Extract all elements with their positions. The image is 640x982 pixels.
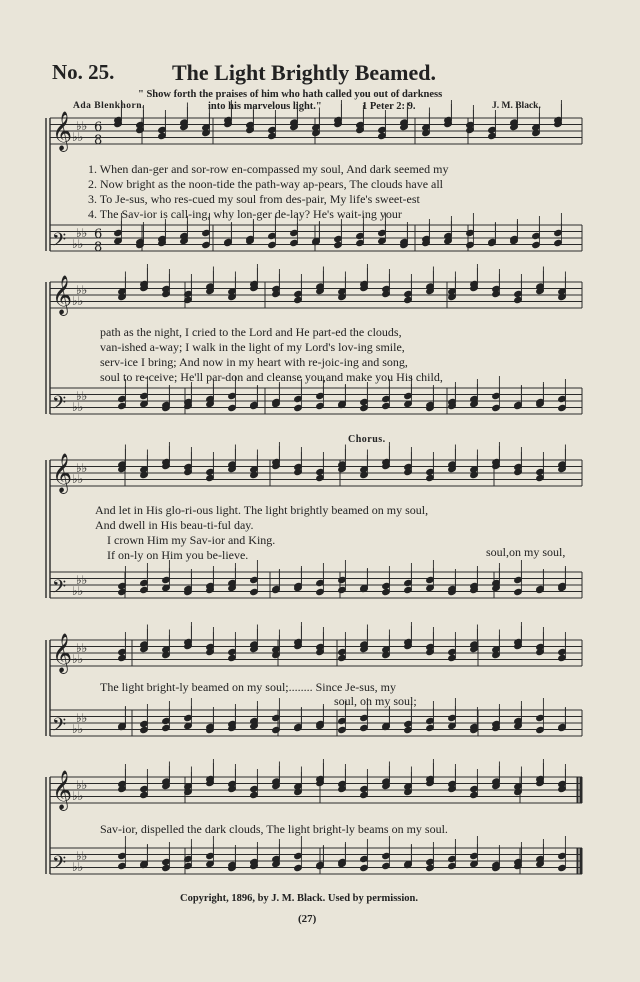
time-sig-icon: 8 [94,133,103,148]
composer-credit: J. M. Black. [492,101,541,111]
key-signature-icon: ♭♭ [72,472,84,486]
verse2-line-c: And dwell in His beau-ti-ful day. [95,518,254,532]
author-credit: Ada Blenkhorn. [73,101,145,111]
treble-clef-icon: 𝄞 [52,111,73,151]
key-signature-icon: ♭♭ [72,400,84,414]
verse1-line-a: 1. When dan-ger and sor-row en-compassed my soul, And dark seemed my [88,162,449,176]
key-signature-icon: ♭♭ [72,860,84,874]
key-signature-icon: ♭♭ [72,294,84,308]
bass-clef-icon: 𝄢 [52,853,67,878]
chorus-line-1: The light bright-ly beamed on my soul;........ Since Je-sus, my [100,680,396,694]
hymn-number: No. 25. [52,60,115,84]
time-sig-icon: 6 [94,227,103,242]
treble-clef-icon: 𝄞 [52,275,73,315]
key-signature-icon: ♭♭ [76,119,88,133]
verse3-line-b: serv-ice I bring; And now in my heart with re-joic-ing and song, [100,355,408,369]
key-signature-icon: ♭♭ [76,461,88,475]
chorus-label: Chorus. [348,434,386,445]
key-signature-icon: ♭♭ [72,652,84,666]
key-signature-icon: ♭♭ [76,641,88,655]
verse3-line-a: 3. To Je-sus, who res-cued my soul from des-pair, My life's sweet-est [88,192,420,206]
treble-clef-icon: 𝄞 [52,633,73,673]
key-signature-icon: ♭♭ [76,389,88,403]
bass-clef-icon: 𝄢 [52,577,67,602]
verse1-line-c: And let in His glo-ri-ous light. The light brightly beamed on my soul, [95,503,429,517]
treble-clef-icon: 𝄞 [52,453,73,493]
bass-clef-icon: 𝄢 [52,230,67,255]
epigraph-line-2: into his marvelous light." [208,101,322,112]
bass-part-text: soul,on my soul, [486,545,566,559]
treble-clef-icon: 𝄞 [52,770,73,810]
time-sig-icon: 8 [94,240,103,255]
key-signature-icon: ♭♭ [76,283,88,297]
bass-clef-icon: 𝄢 [52,393,67,418]
time-sig-icon: 6 [94,120,103,135]
chorus-line-2: Sav-ior, dispelled the dark clouds, The light bright-ly beams on my soul. [100,822,448,836]
epigraph-line-1: " Show forth the praises of him who hath called you out of darkness [138,89,443,100]
verse2-line-a: 2. Now bright as the noon-tide the path-way ap-pears, The clouds have all [88,177,444,191]
key-signature-icon: ♭♭ [72,789,84,803]
scripture-reference: 1 Peter 2: 9. [362,101,416,112]
key-signature-icon: ♭♭ [72,722,84,736]
key-signature-icon: ♭♭ [72,584,84,598]
key-signature-icon: ♭♭ [76,711,88,725]
key-signature-icon: ♭♭ [76,226,88,240]
key-signature-icon: ♭♭ [72,237,84,251]
copyright-notice: Copyright, 1896, by J. M. Black. Used by permission. [180,893,419,904]
verse4-line-b: soul to re-ceive; He'll par-don and cleanse you,and make you His child, [100,370,443,384]
key-signature-icon: ♭♭ [76,573,88,587]
hymn-title: The Light Brightly Beamed. [172,60,437,85]
verse4-line-a: 4. The Sav-ior is call-ing, why lon-ger de-lay? He's wait-ing your [88,207,402,221]
verse3-line-c: I crown Him my Sav-ior and King. [107,533,276,547]
bass-clef-icon: 𝄢 [52,715,67,740]
key-signature-icon: ♭♭ [72,130,84,144]
chorus-line-1-echo: soul, on my soul; [334,694,417,708]
verse1-line-b: path as the night, I cried to the Lord and He part-ed the clouds, [100,325,402,339]
key-signature-icon: ♭♭ [76,778,88,792]
verse2-line-b: van-ished a-way; I walk in the light of my Lord's lov-ing smile, [100,340,405,354]
key-signature-icon: ♭♭ [76,849,88,863]
verse4-line-c: If on-ly on Him you be-lieve. [107,548,249,562]
page-number: (27) [298,913,317,925]
